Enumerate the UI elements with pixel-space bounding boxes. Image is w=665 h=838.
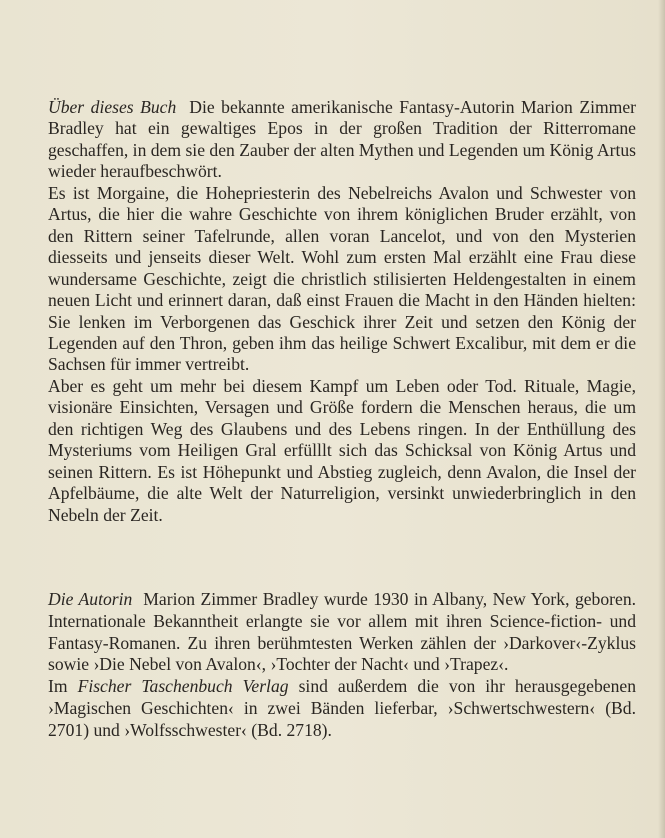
author-heading: Die Autorin (48, 589, 133, 609)
page-edge-shadow (658, 0, 665, 838)
author-paragraph (48, 589, 636, 676)
author-paragraph-text: Marion Zimmer Bradley wurde 1930 in Albany, New York, geboren. Internationale Bekanntheit erlangte sie vor allem mit ihren Science-fiction- und Fantasy-Romanen. Zu ihren berühmtesten Werken zählen der ›Darkover‹-Zyklus sowie ›Die Nebel von Avalon‹, ›Tochter der Nacht‹ und ›Trapez‹. (48, 589, 637, 675)
author-section (48, 589, 636, 742)
publisher-rest: sind außerdem die von ihr herausgegebenen ›Magischen Geschichten‹ in zwei Bänden lieferbar, ›Schwertschwestern‹ (Bd. 2701) und ›Wolfsschwester‹ (Bd. 2718). (48, 676, 636, 740)
about-this-book-section (48, 97, 636, 526)
publisher-paragraph (48, 676, 636, 741)
publisher-name: Fischer Taschenbuch Verlag (77, 676, 289, 697)
about-paragraph-2: Es ist Morgaine, die Hohepriesterin des Nebelreichs Avalon und Schwester von Artus, die hier die wahre Geschichte von ihrem königlichen Bruder erzählt, von den Rittern seiner Tafelrunde, allen voran Lancelot, und von den Mysterien diesseits und jenseits dieser Welt. Wohl zum ersten Mal erzählt eine Frau diese wundersame Geschichte, zeigt die christlich stilisierten Heldengestalten in einem neuen Licht und erinnert daran, daß einst Frauen die Macht in den Händen hielten: Sie lenken im Verborgenen das Geschick ihrer Zeit und setzen den König der Legenden auf den Thron, geben ihm das heilige Schwert Excalibur, mit dem er die Sachsen für immer vertreibt. (48, 182, 636, 375)
publisher-prefix: Im (48, 676, 68, 697)
about-paragraph-1-text: Die bekannte amerikanische Fantasy-Autorin Marion Zimmer Bradley hat ein gewaltiges Epos in der großen Tradition der Ritterromane geschaffen, in dem sie den Zauber der alten Mythen und Legenden um König Artus wieder heraufbeschwört. (48, 97, 636, 182)
about-heading: Über dieses Buch (48, 97, 177, 117)
about-paragraph-3: Aber es geht um mehr bei diesem Kampf um Leben oder Tod. Rituale, Magie, visionäre Einsichten, Versagen und Größe fordern die Menschen heraus, die um den richtigen Weg des Glaubens und des Lebens ringen. In der Enthüllung des Mysteriums vom Heiligen Gral erfülllt sich das Schicksal von König Artus und seinen Rittern. Es ist Höhepunkt und Abstieg zugleich, denn Avalon, die Insel der Apfelbäume, die alte Welt der Naturreligion, versinkt unwiederbringlich in den Nebeln der Zeit. (48, 375, 636, 525)
about-paragraph-1 (48, 97, 636, 183)
